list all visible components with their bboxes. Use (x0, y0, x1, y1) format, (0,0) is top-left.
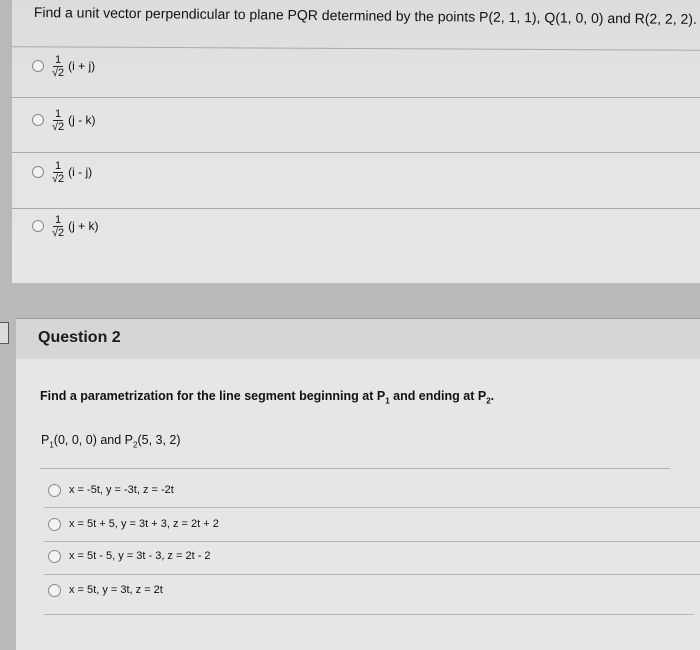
radio-button[interactable] (32, 166, 44, 178)
question-2-title: Question 2 (38, 329, 121, 346)
vector-expression: (i - j) (68, 165, 93, 179)
vector-expression: (j + k) (68, 219, 99, 233)
divider (12, 152, 700, 153)
question-2-header (16, 318, 700, 360)
fraction: $\frac{1}{√2}$ (52, 53, 65, 79)
question-2-points: $P_1(0$, 0, 0) and $P_2(5$, 3, 2) (41, 433, 181, 450)
fraction: $\frac{1}{√2}$ (52, 213, 65, 239)
vector-expression: (i + j) (68, 59, 96, 73)
radio-button[interactable] (48, 518, 61, 531)
radio-button[interactable] (32, 114, 44, 126)
option-label: x = -5t, y = -3t, z = -2t (69, 484, 174, 496)
divider (44, 614, 694, 615)
option-label: x = 5t + 5, y = 3t + 3, z = 2t + 2 (69, 518, 219, 530)
fraction: $\frac{1}{√2}$ (52, 159, 65, 185)
radio-button[interactable] (48, 550, 61, 563)
q1-option-4[interactable] (32, 206, 99, 246)
divider (12, 208, 700, 209)
q1-option-3[interactable] (32, 152, 92, 192)
divider (40, 468, 670, 469)
question-1-panel (12, 0, 700, 283)
q2-option-4[interactable] (48, 573, 163, 607)
q2-option-1[interactable] (48, 473, 174, 507)
q2-option-3[interactable] (48, 539, 211, 573)
radio-button[interactable] (32, 220, 44, 232)
question-flag-marker[interactable] (0, 322, 9, 344)
question-1-prompt: Find a unit vector perpendicular to plane PQR determined by the points P(2, 1, 1), Q(1, 0, 0) and R(2, 2, 2). (33, 4, 697, 27)
radio-button[interactable] (48, 584, 61, 597)
option-label: x = 5t, y = 3t, z = 2t (69, 584, 163, 596)
option-label: x = 5t - 5, y = 3t - 3, z = 2t - 2 (69, 550, 211, 562)
divider (12, 46, 700, 51)
question-2-prompt: Find a parametrization for the line segment beginning at $P_1$ and ending at $P_2$. (40, 389, 495, 406)
q1-option-2[interactable] (32, 100, 95, 140)
divider (12, 97, 700, 98)
vector-expression: (j - k) (68, 113, 96, 127)
fraction: $\frac{1}{√2}$ (52, 107, 65, 133)
radio-button[interactable] (32, 60, 44, 72)
question-2-body (16, 359, 700, 650)
q2-option-2[interactable] (48, 507, 219, 541)
q1-option-1[interactable] (32, 46, 95, 86)
radio-button[interactable] (48, 484, 61, 497)
